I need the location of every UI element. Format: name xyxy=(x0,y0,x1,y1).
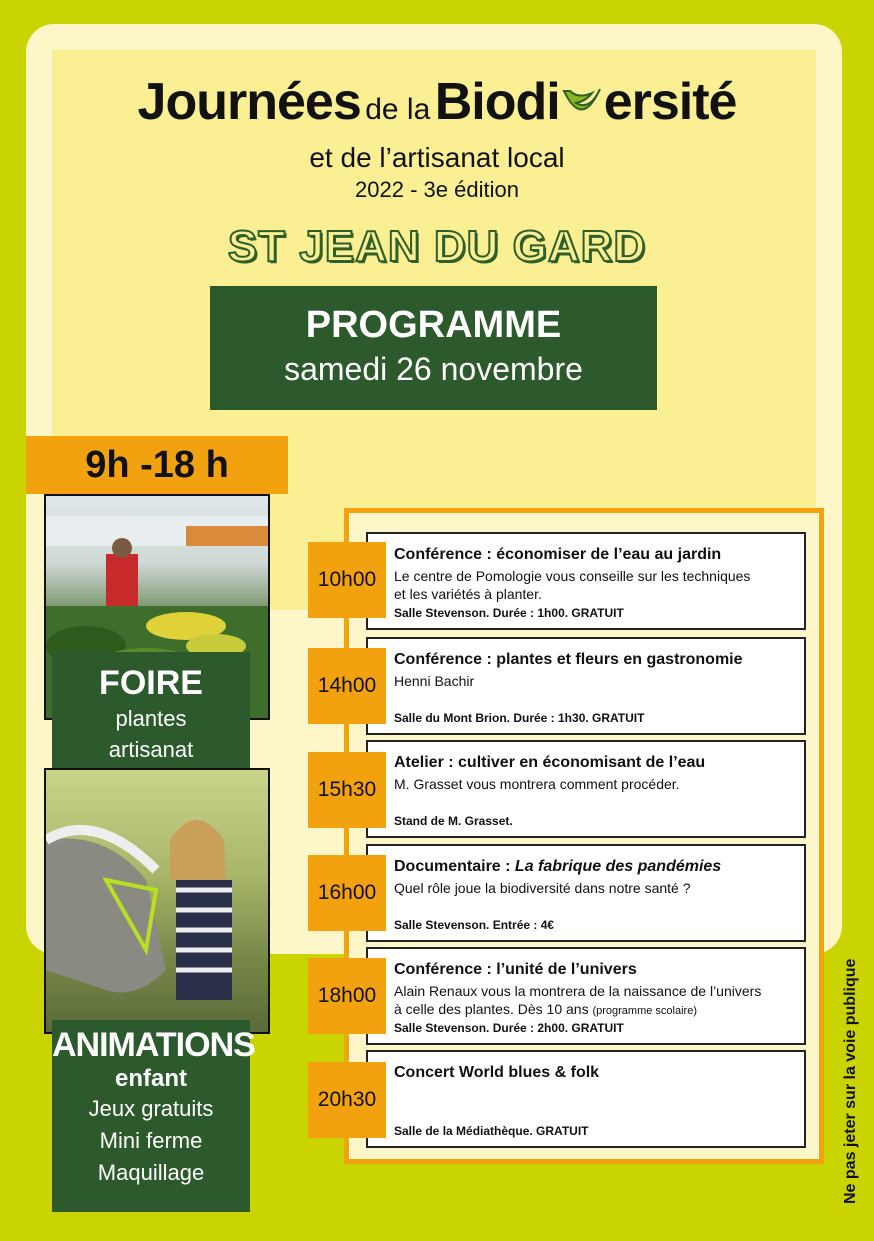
animations-item: Mini ferme xyxy=(99,1128,203,1153)
event-card-1 xyxy=(366,532,806,630)
event-desc-line: à celle des plantes. Dès 10 ans xyxy=(394,1001,593,1017)
event-title: Conférence : économiser de l’eau au jardin xyxy=(394,546,722,563)
event-info: Salle Stevenson. Durée : 1h00. GRATUIT xyxy=(394,606,624,620)
main-title xyxy=(0,72,874,132)
event-description xyxy=(394,567,794,603)
opening-hours: 9h -18 h xyxy=(26,436,288,494)
event-desc-line: Alain Renaux vous la montrera de la naissance de l’univers xyxy=(394,983,762,999)
programme-date: samedi 26 novembre xyxy=(284,351,583,387)
event-card-6 xyxy=(366,1050,806,1148)
event-info: Salle Stevenson. Entrée : 4€ xyxy=(394,918,555,932)
animations-box xyxy=(52,1020,255,1212)
girl-pony-photo xyxy=(44,768,270,1034)
event-description: Quel rôle joue la biodiversité dans notre santé ? xyxy=(394,880,691,896)
foire-item: artisanat xyxy=(108,737,194,762)
event-card-2 xyxy=(366,637,806,735)
event-desc-small: (programme scolaire) xyxy=(592,1005,697,1017)
event-time: 16h00 xyxy=(308,855,386,931)
event-info: Salle Stevenson. Durée : 2h00. GRATUIT xyxy=(394,1021,624,1035)
programme-banner xyxy=(210,286,657,410)
event-time: 10h00 xyxy=(308,542,386,618)
side-note: Ne pas jeter sur la voie publique xyxy=(842,958,859,1204)
title-de-la: de la xyxy=(365,93,431,126)
programme-label: PROGRAMME xyxy=(305,304,562,346)
event-card-3 xyxy=(366,740,806,838)
subtitle: et de l’artisanat local xyxy=(309,142,565,173)
event-info: Stand de M. Grasset. xyxy=(394,814,513,828)
event-title: Conférence : plantes et fleurs en gastronomie xyxy=(394,651,743,668)
event-title xyxy=(394,858,721,876)
event-description: M. Grasset vous montrera comment procéder. xyxy=(394,776,680,792)
event-description xyxy=(394,982,794,1020)
event-title-italic: La fabrique des pandémies xyxy=(514,858,722,875)
event-time: 15h30 xyxy=(308,752,386,828)
event-time: 14h00 xyxy=(308,648,386,724)
event-card-5 xyxy=(366,947,806,1045)
event-description: Henni Bachir xyxy=(394,673,475,689)
event-title: Concert World blues & folk xyxy=(394,1064,600,1081)
animations-item: Jeux gratuits xyxy=(88,1096,214,1121)
animations-item: Maquillage xyxy=(97,1160,205,1185)
event-info: Salle du Mont Brion. Durée : 1h30. GRATUIT xyxy=(394,711,645,725)
title-ersite: ersité xyxy=(603,73,737,131)
event-title-prefix: Documentaire : xyxy=(394,858,515,875)
animations-heading: ANIMATIONS xyxy=(52,1026,255,1064)
event-info: Salle de la Médiathèque. GRATUIT xyxy=(394,1124,589,1138)
edition: 2022 - 3e édition xyxy=(355,177,519,202)
leaf-v-icon xyxy=(560,81,604,125)
title-journees: Journées xyxy=(137,73,361,131)
foire-item: plantes xyxy=(115,706,187,731)
event-card-4 xyxy=(366,844,806,942)
town-name: ST JEAN DU GARD xyxy=(227,222,647,271)
event-title: Conférence : l’unité de l’univers xyxy=(394,961,637,978)
event-title: Atelier : cultiver en économisant de l’eau xyxy=(394,754,706,771)
event-desc-line: Le centre de Pomologie vous conseille sur les techniques xyxy=(394,568,751,584)
event-desc-line: et les variétés à planter. xyxy=(394,586,542,602)
event-time: 18h00 xyxy=(308,958,386,1034)
foire-heading: FOIRE xyxy=(99,664,203,702)
event-time: 20h30 xyxy=(308,1062,386,1138)
title-biodi: Biodi xyxy=(434,73,560,131)
animations-subheading: enfant xyxy=(115,1065,187,1092)
